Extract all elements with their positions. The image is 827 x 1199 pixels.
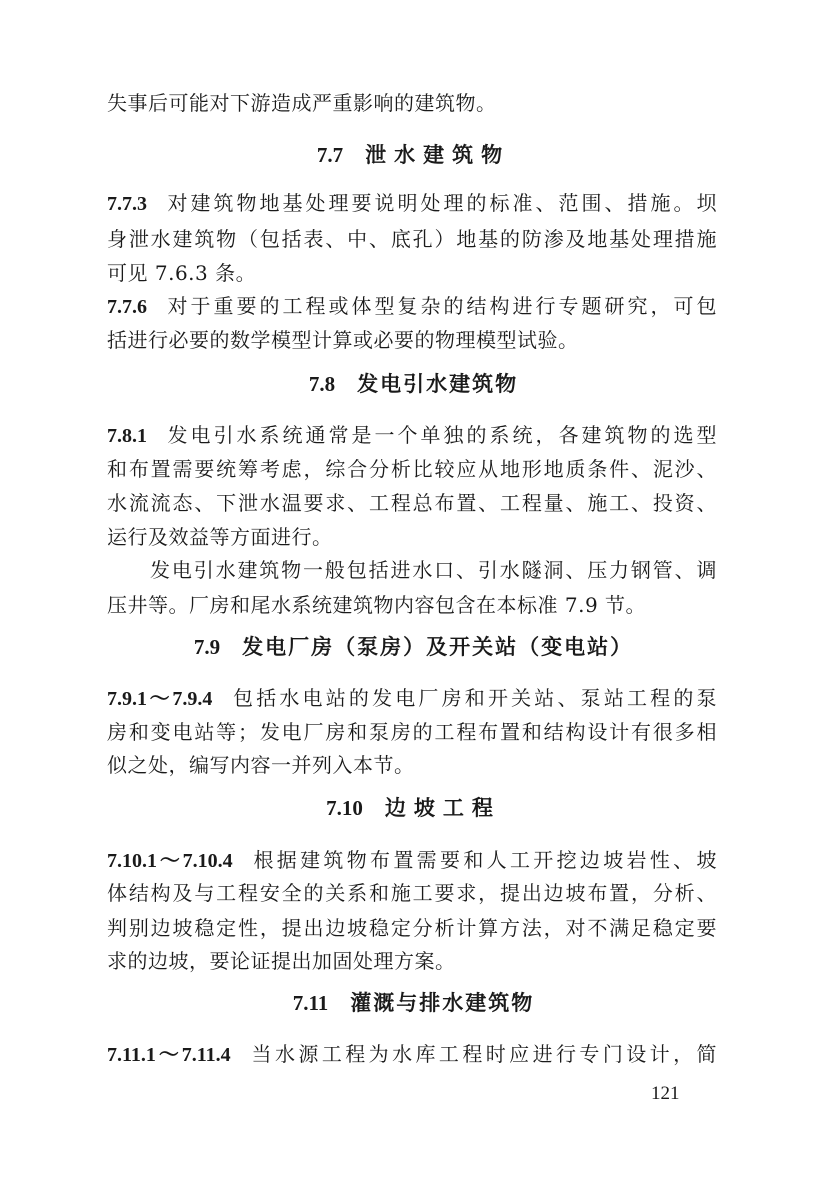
paragraph-line: 和布置需要统筹考虑，综合分析比较应从地形地质条件、泥沙、 [107,457,717,481]
heading-number: 7.11 [292,991,329,1015]
section-heading-7-11 [0,983,827,1023]
heading-number: 7.10 [326,796,363,820]
clause-number: 7.7.6 [107,296,147,318]
paragraph-line: 判别边坡稳定性，提出边坡稳定分析计算方法，对不满足稳定要 [107,916,717,940]
heading-title: 发电引水建筑物 [357,372,519,396]
clause-7-11-1-line: 7.11.1～7.11.4 当水源工程为水库工程时应进行专门设计，简 [107,1042,718,1066]
paragraph-line: 压井等。厂房和尾水系统建筑物内容包含在本标准 7.9 节。 [107,593,647,617]
clause-number: 7.11.1～7.11.4 [107,1044,231,1066]
heading-title: 发电厂房（泵房）及开关站（变电站） [242,635,634,659]
paragraph-line: 身泄水建筑物（包括表、中、底孔）地基的防渗及地基处理措施 [107,227,717,251]
clause-7-7-3-line: 7.7.3 对建筑物地基处理要说明处理的标准、范围、措施。坝 [107,191,717,215]
clause-number: 7.10.1～7.10.4 [107,850,233,872]
page-number: 121 [651,1083,680,1104]
paragraph-line: 水流流态、下泄水温要求、工程总布置、工程量、施工、投资、 [107,491,717,515]
paragraph-line: 可见 7.6.3 条。 [107,261,257,285]
heading-number: 7.8 [308,372,336,396]
clause-number: 7.8.1 [107,425,147,447]
paragraph-line: 发电引水建筑物一般包括进水口、引水隧洞、压力钢管、调 [150,558,717,582]
heading-title: 边坡工程 [384,796,501,820]
paragraph-line: 求的边坡，要论证提出加固处理方案。 [107,949,456,973]
paragraph-line: 失事后可能对下游造成严重影响的建筑物。 [107,91,497,115]
heading-number: 7.7 [316,143,344,167]
paragraph-line: 体结构及与工程安全的关系和施工要求，提出边坡布置，分析、 [107,881,717,905]
clause-7-7-6-line: 7.7.6 对于重要的工程或体型复杂的结构进行专题研究，可包 [107,294,717,318]
section-heading-7-8 [0,364,827,404]
clause-number: 7.7.3 [107,193,147,215]
clause-7-10-1-line: 7.10.1～7.10.4 根据建筑物布置需要和人工开挖边坡岩性、坡 [107,848,718,872]
heading-title: 泄水建筑物 [365,143,511,167]
paragraph-line: 运行及效益等方面进行。 [107,525,333,549]
section-heading-7-7 [0,135,827,175]
clause-number: 7.9.1～7.9.4 [107,688,213,710]
paragraph-line: 房和变电站等；发电厂房和泵房的工程布置和结构设计有很多相 [107,720,717,744]
clause-7-9-1-line: 7.9.1～7.9.4 包括水电站的发电厂房和开关站、泵站工程的泵 [107,686,718,710]
section-heading-7-10 [0,788,827,828]
heading-number: 7.9 [193,635,221,659]
clause-7-8-1-line: 7.8.1 发电引水系统通常是一个单独的系统，各建筑物的选型 [107,423,717,447]
paragraph-line: 似之处，编写内容一并列入本节。 [107,753,415,777]
section-heading-7-9 [0,627,827,667]
paragraph-line: 括进行必要的数学模型计算或必要的物理模型试验。 [107,328,579,352]
heading-title: 灌溉与排水建筑物 [350,991,535,1015]
